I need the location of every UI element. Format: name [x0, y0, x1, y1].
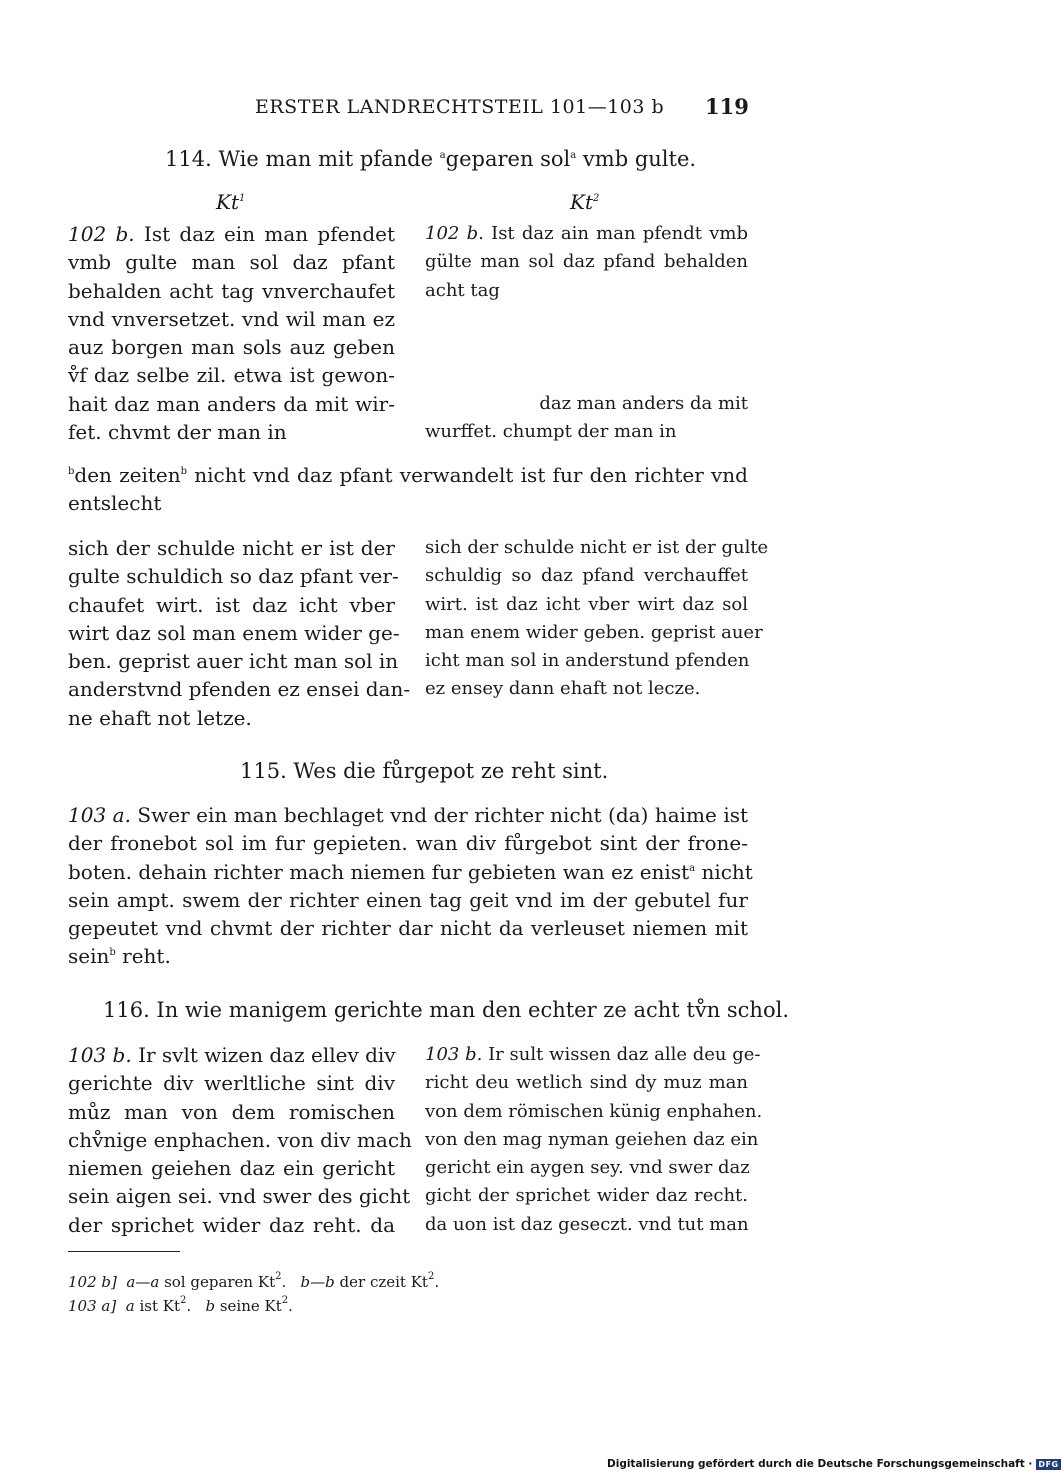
common-text	[68, 461, 748, 518]
text-line: da uon ist daz geseczt. vnd tut man	[425, 1213, 749, 1235]
title-text: Wie man mit pfande	[218, 147, 440, 171]
text-line: ben. geprist auer icht man sol in	[68, 649, 399, 674]
text-line: wirt. ist daz icht vber wirt daz sol	[425, 593, 748, 615]
text-line: 102 b. Ist daz ain man pfendt vmb	[425, 223, 748, 244]
right-column-part1	[425, 220, 748, 446]
text-line: behalden acht tag vnverchaufet	[68, 278, 395, 303]
section-116-left	[68, 1041, 412, 1239]
text-line: sein aigen sei. vnd swer des gicht	[68, 1184, 411, 1209]
text-line: gicht der sprichet wider daz recht.	[425, 1185, 748, 1207]
dfg-logo: DFG	[1038, 1459, 1059, 1469]
text-line: gepeutet vnd chvmt der richter dar nicht da verleuset niemen mit	[68, 916, 748, 941]
footnotes	[68, 1270, 439, 1318]
page-number: 119	[705, 94, 749, 119]
text-line: ne ehaft not letze.	[68, 705, 252, 730]
text-line: wirt daz sol man enem wider ge-	[68, 620, 400, 645]
text-line: chaufet wirt. ist daz icht vber	[68, 592, 395, 617]
footnote-mark: a	[439, 150, 446, 161]
text-line: 103 b. Ir svlt wizen daz ellev div	[68, 1043, 396, 1067]
text-line: von dem römischen künig enphahen.	[425, 1100, 763, 1122]
text-line: niemen geiehen daz ein gericht	[68, 1156, 395, 1181]
title-text: vmb gulte.	[576, 147, 697, 171]
text-line: 103 a. Swer ein man bechlaget vnd der richter nicht (da) haime ist	[68, 803, 749, 827]
text-line: v̊f daz selbe zil. etwa ist gewon-	[68, 363, 395, 388]
text-line: vnd vnversetzet. vnd wil man ez	[68, 306, 395, 331]
text-line: sich der schulde nicht er ist der	[68, 536, 395, 560]
text-line: sich der schulde nicht er ist der gulte	[425, 537, 769, 558]
text-line: boten. dehain richter mach niemen fur gebieten wan ez enist$^a$ nicht	[68, 859, 753, 884]
text-line: von den mag nyman geiehen daz ein	[425, 1128, 759, 1150]
text-line: der sprichet wider daz reht. da	[68, 1212, 395, 1237]
section-115-title: 115. Wes die fůrgepot ze reht sint.	[240, 759, 609, 783]
left-column-part1	[68, 220, 395, 446]
text-line: 102 b. Ist daz ein man pfendet	[68, 222, 396, 246]
text-line: chv̊nige enphachen. von div mach	[68, 1127, 412, 1152]
text-line: richt deu wetlich sind dy muz man	[425, 1072, 748, 1094]
text-line: ez ensey dann ehaft not lecze.	[425, 678, 701, 700]
column-head-kt1: Kt$^1$	[216, 190, 246, 214]
text-line: wurffet. chumpt der man in	[425, 421, 677, 443]
text-line: daz man anders da mit	[539, 392, 748, 414]
text-line: vmb gulte man sol daz pfant	[68, 250, 395, 275]
text-line: gerichte div werltliche sint div	[68, 1071, 395, 1096]
footnote-mark: a	[570, 150, 577, 161]
text-line: můz man von dem romischen	[68, 1099, 395, 1124]
footnote-line: 103 a] a ist Kt$^2$. b seine Kt$^2$.	[68, 1295, 293, 1315]
text-line: entslecht	[68, 491, 162, 516]
section-116-right	[425, 1041, 763, 1239]
text-line: gulte schuldich so daz pfant ver-	[68, 564, 399, 589]
title-text: geparen sol	[445, 147, 571, 171]
text-line: der fronebot sol im fur gepieten. wan div fůrgebot sint der frone-	[68, 831, 748, 856]
credit-text: Digitalisierung gefördert durch die Deutsche Forschungsgemeinschaft ·	[607, 1458, 1033, 1470]
footnote-line: 102 b] a—a sol geparen Kt$^2$. b—b der czeit Kt$^2$.	[68, 1271, 440, 1291]
section-114-title	[165, 147, 696, 171]
text-line: man enem wider geben. geprist auer	[425, 621, 763, 643]
text-line: gericht ein aygen sey. vnd swer daz	[425, 1157, 750, 1179]
text-line: $^b$den zeiten$^b$ nicht vnd daz pfant verwandelt ist fur den richter vnd	[68, 463, 748, 487]
text-line: hait daz man anders da mit wir-	[68, 391, 395, 416]
right-column-part2	[425, 534, 769, 704]
section-number: 114.	[165, 147, 212, 171]
text-line: icht man sol in anderstund pfenden	[425, 650, 750, 672]
text-line: sein$^b$ reht.	[68, 944, 171, 969]
text-line: schuldig so daz pfand verchauffet	[425, 565, 748, 587]
column-head-kt2: Kt$^2$	[570, 190, 600, 214]
left-column-part2	[68, 534, 411, 732]
text-line: anderstvnd pfenden ez ensei dan-	[68, 677, 411, 702]
page-header	[0, 92, 1000, 128]
text-line: sein ampt. swem der richter einen tag geit vnd im der gebutel fur	[68, 887, 748, 912]
text-line: acht tag	[425, 279, 500, 301]
section-116-title: 116. In wie manigem gerichte man den echter ze acht tv̊n schol.	[103, 998, 789, 1022]
text-line: fet. chvmt der man in	[68, 420, 287, 445]
text-line: gülte man sol daz pfand behalden	[425, 251, 748, 273]
text-line: auz borgen man sols auz geben	[68, 335, 395, 360]
digitization-credit	[607, 1458, 1059, 1474]
text-line: 103 b. Ir sult wissen daz alle deu ge-	[425, 1044, 761, 1065]
footnote-rule	[68, 1251, 180, 1252]
section-115-text	[68, 801, 753, 971]
running-head: ERSTER LANDRECHTSTEIL 101—103 b	[255, 96, 665, 118]
